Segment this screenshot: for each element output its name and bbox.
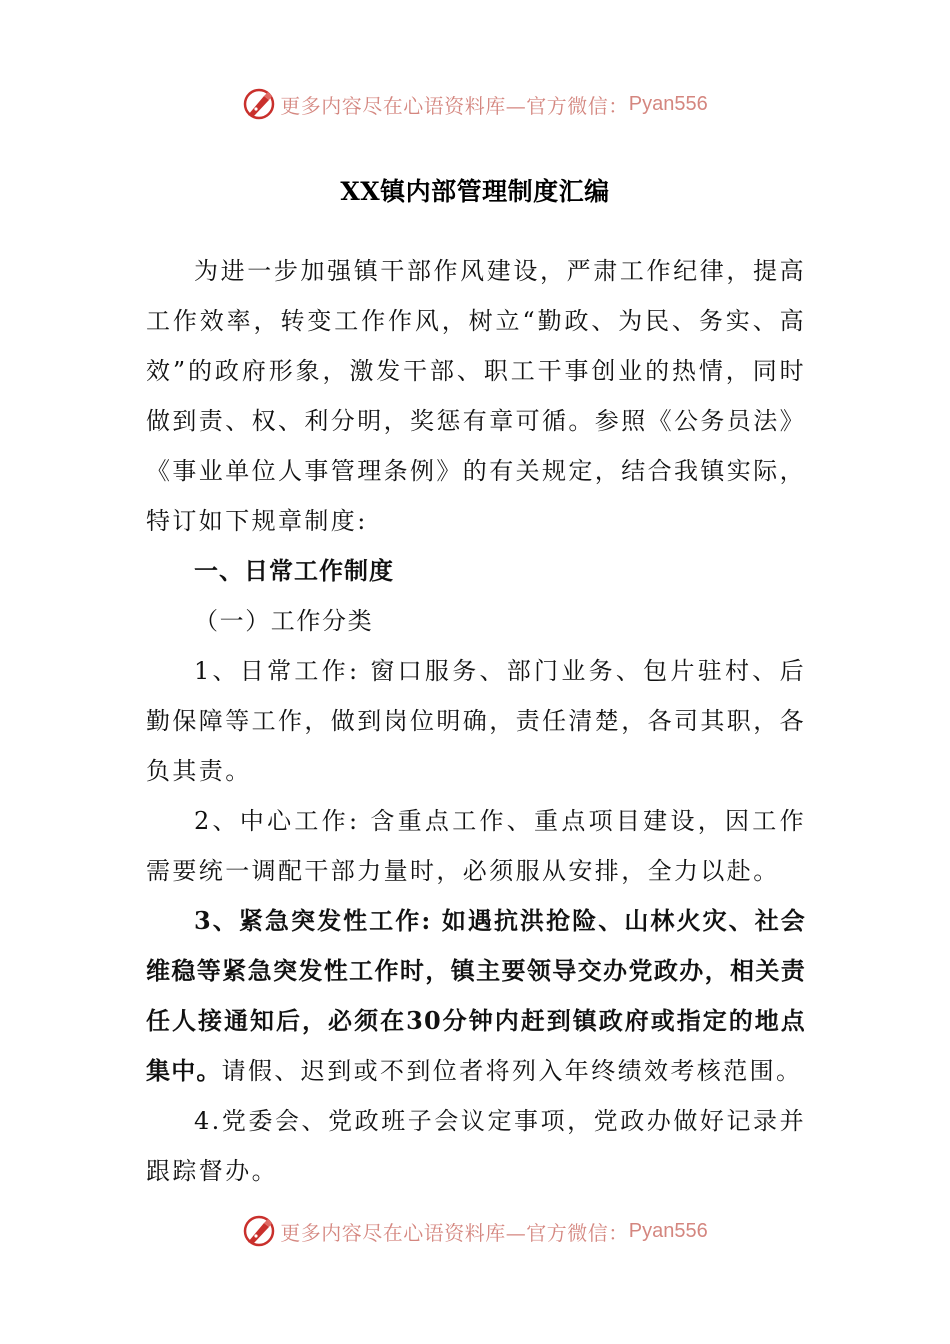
watermark-text: 更多内容尽在心语资料库—官方微信：: [280, 93, 629, 118]
list-item-3: [146, 896, 806, 1096]
pen-nib-logo-icon: [242, 87, 276, 121]
watermark-wechat-id: Pyan556: [628, 92, 708, 115]
watermark-banner-bottom: [0, 1211, 950, 1251]
list-item-3-rest: 请假、迟到或不到位者将列入年终绩效考核范围。: [221, 1057, 803, 1085]
watermark-wechat-id: Pyan556: [628, 1219, 708, 1242]
list-item-2: 2、中心工作: 含重点工作、重点项目建设，因工作需要统一调配干部力量时，必须服从安排，全力以赴。: [146, 807, 806, 885]
section-heading: 一、日常工作制度: [194, 557, 394, 585]
document-body: [146, 246, 806, 1196]
document-title: XX镇内部管理制度汇编: [340, 177, 610, 206]
intro-paragraph: 为进一步加强镇干部作风建设，严肃工作纪律，提高工作效率，转变工作作风，树立“勤政、为民、务实、高效”的政府形象，激发干部、职工干事创业的热情，同时做到责、权、利分明，奖惩有章可循。参照《公务员法》《事业单位人事管理条例》的有关规定，结合我镇实际，特订如下规章制度:: [146, 257, 806, 535]
pen-nib-logo-icon: [242, 1214, 276, 1248]
list-item-3-emphasis: 3、紧急突发性工作: 如遇抗洪抢险、山林火灾、社会维稳等紧急突发性工作时，镇主要领导交办党政办，相关责任人接通知后，必须在30分钟内赶到镇政府或指定的地点集中。: [146, 906, 806, 1085]
list-item-1: 1、日常工作: 窗口服务、部门业务、包片驻村、后勤保障等工作，做到岗位明确，责任清楚，各司其职，各负其责。: [146, 657, 806, 785]
watermark-text: 更多内容尽在心语资料库—官方微信：: [280, 1220, 629, 1245]
subsection-heading: （一）工作分类: [194, 607, 374, 635]
watermark-banner-top: [0, 84, 950, 124]
list-item-4: 4.党委会、党政班子会议定事项，党政办做好记录并跟踪督办。: [146, 1107, 806, 1185]
